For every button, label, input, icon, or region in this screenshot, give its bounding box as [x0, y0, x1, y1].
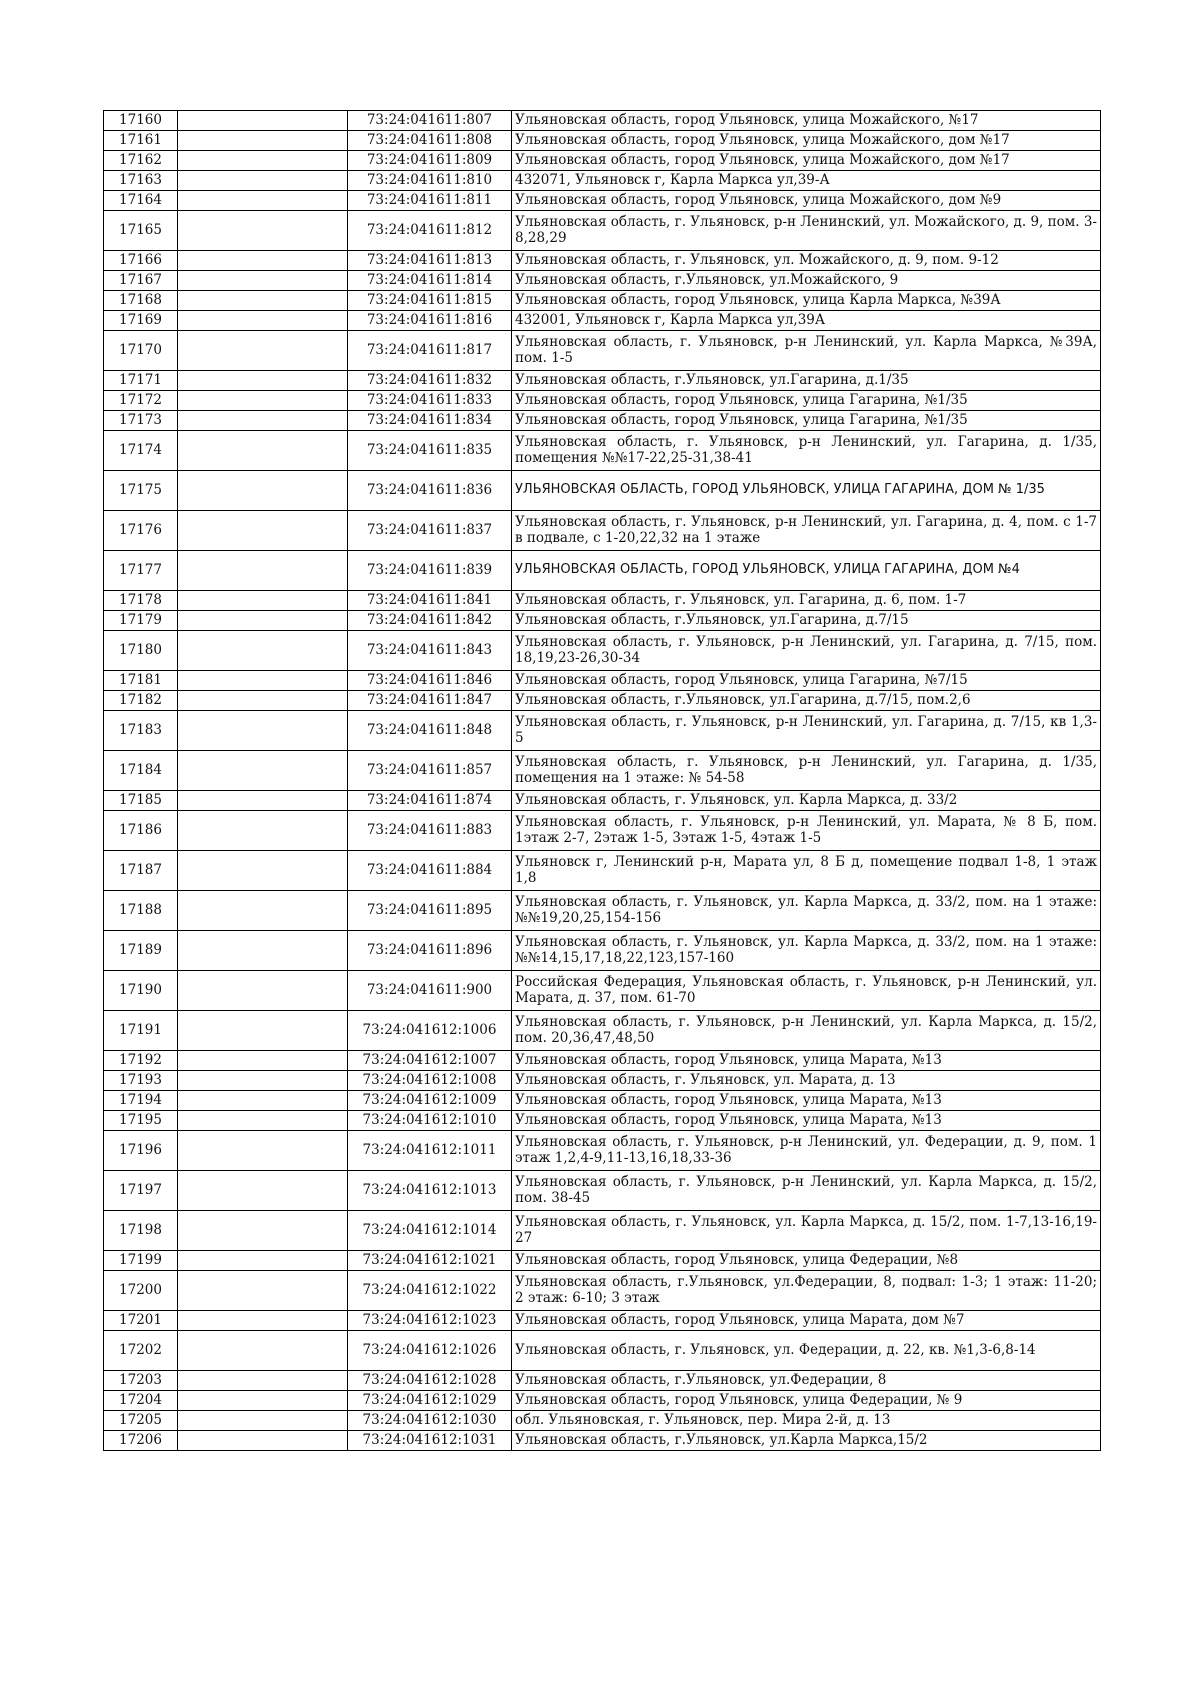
empty-cell	[178, 211, 348, 251]
empty-cell	[178, 511, 348, 551]
address-cell: Ульяновская область, город Ульяновск, улица Марата, №13	[512, 1111, 1101, 1131]
address-cell: Ульяновская область, город Ульяновск, улица Марата, №13	[512, 1091, 1101, 1111]
cadastral-number-cell: 73:24:041611:839	[348, 551, 512, 591]
address-cell: Ульяновская область, город Ульяновск, улица Марата, №13	[512, 1051, 1101, 1071]
address-cell: Ульяновская область, город Ульяновск, улица Можайского, дом №9	[512, 191, 1101, 211]
address-cell: Ульяновская область, город Ульяновск, улица Федерации, № 9	[512, 1391, 1101, 1411]
address-cell: Ульяновская область, город Ульяновск, улица Можайского, дом №17	[512, 131, 1101, 151]
row-number-cell: 17164	[104, 191, 178, 211]
cadastral-number-cell: 73:24:041611:874	[348, 791, 512, 811]
table-row	[104, 1111, 1101, 1131]
cadastral-number-cell: 73:24:041612:1014	[348, 1211, 512, 1251]
row-number-cell: 17161	[104, 131, 178, 151]
cadastral-number-cell: 73:24:041612:1010	[348, 1111, 512, 1131]
table-row	[104, 1211, 1101, 1251]
address-cell: Ульяновская область, город Ульяновск, улица Гагарина, №1/35	[512, 391, 1101, 411]
empty-cell	[178, 191, 348, 211]
row-number-cell: 17185	[104, 791, 178, 811]
address-cell: Ульяновск г, Ленинский р-н, Марата ул, 8 Б д, помещение подвал 1-8, 1 этаж 1,8	[512, 851, 1101, 891]
empty-cell	[178, 151, 348, 171]
empty-cell	[178, 271, 348, 291]
address-cell: Ульяновская область, г. Ульяновск, ул. Марата, д. 13	[512, 1071, 1101, 1091]
row-number-cell: 17165	[104, 211, 178, 251]
cadastral-number-cell: 73:24:041612:1013	[348, 1171, 512, 1211]
empty-cell	[178, 291, 348, 311]
empty-cell	[178, 791, 348, 811]
table-row	[104, 591, 1101, 611]
table-row	[104, 331, 1101, 371]
cadastral-number-cell: 73:24:041612:1007	[348, 1051, 512, 1071]
row-number-cell: 17199	[104, 1251, 178, 1271]
table-row	[104, 191, 1101, 211]
table-row	[104, 1371, 1101, 1391]
table-row	[104, 291, 1101, 311]
row-number-cell: 17177	[104, 551, 178, 591]
empty-cell	[178, 1211, 348, 1251]
empty-cell	[178, 811, 348, 851]
table-row	[104, 1271, 1101, 1311]
address-cell: Ульяновская область, г.Ульяновск, ул.Федерации, 8	[512, 1371, 1101, 1391]
row-number-cell: 17168	[104, 291, 178, 311]
address-cell: Ульяновская область, г.Ульяновск, ул.Федерации, 8, подвал: 1-3; 1 этаж: 11-20; 2 этаж: 6-10; 3 этаж	[512, 1271, 1101, 1311]
address-cell: Ульяновская область, г. Ульяновск, р-н Ленинский, ул. Карла Маркса, д. 15/2, пом. 38-45	[512, 1171, 1101, 1211]
cadastral-number-cell: 73:24:041611:835	[348, 431, 512, 471]
address-cell: Ульяновская область, г. Ульяновск, р-н Ленинский, ул. Гагарина, д. 7/15, кв 1,3-5	[512, 711, 1101, 751]
address-cell: Ульяновская область, город Ульяновск, улица Можайского, дом №17	[512, 151, 1101, 171]
address-cell: обл. Ульяновская, г. Ульяновск, пер. Мира 2-й, д. 13	[512, 1411, 1101, 1431]
table-row	[104, 891, 1101, 931]
empty-cell	[178, 551, 348, 591]
cadastral-number-cell: 73:24:041611:857	[348, 751, 512, 791]
cadastral-number-cell: 73:24:041611:884	[348, 851, 512, 891]
empty-cell	[178, 1431, 348, 1451]
empty-cell	[178, 751, 348, 791]
table-row	[104, 1091, 1101, 1111]
empty-cell	[178, 591, 348, 611]
empty-cell	[178, 251, 348, 271]
address-cell: Ульяновская область, г.Ульяновск, ул.Можайского, 9	[512, 271, 1101, 291]
address-cell: Ульяновская область, г. Ульяновск, р-н Ленинский, ул. Марата, № 8 Б, пом. 1этаж 2-7, 2этаж 1-5, 3этаж 1-5, 4этаж 1-5	[512, 811, 1101, 851]
table-row	[104, 511, 1101, 551]
cadastral-number-cell: 73:24:041611:837	[348, 511, 512, 551]
cadastral-number-cell: 73:24:041612:1021	[348, 1251, 512, 1271]
row-number-cell: 17205	[104, 1411, 178, 1431]
address-cell: Ульяновская область, г. Ульяновск, р-н Ленинский, ул. Гагарина, д. 1/35, помещения на 1 этаже: № 54-58	[512, 751, 1101, 791]
empty-cell	[178, 131, 348, 151]
cadastral-number-cell: 73:24:041611:809	[348, 151, 512, 171]
row-number-cell: 17195	[104, 1111, 178, 1131]
registry-table	[103, 110, 1101, 1451]
address-cell: Ульяновская область, г.Ульяновск, ул.Гагарина, д.7/15, пом.2,6	[512, 691, 1101, 711]
cadastral-number-cell: 73:24:041611:833	[348, 391, 512, 411]
row-number-cell: 17174	[104, 431, 178, 471]
row-number-cell: 17186	[104, 811, 178, 851]
cadastral-number-cell: 73:24:041611:883	[348, 811, 512, 851]
table-row	[104, 391, 1101, 411]
address-cell: 432071, Ульяновск г, Карла Маркса ул,39-А	[512, 171, 1101, 191]
table-row	[104, 851, 1101, 891]
table-row	[104, 131, 1101, 151]
empty-cell	[178, 1331, 348, 1371]
row-number-cell: 17203	[104, 1371, 178, 1391]
address-cell: Ульяновская область, г.Ульяновск, ул.Гагарина, д.1/35	[512, 371, 1101, 391]
address-cell: Ульяновская область, г. Ульяновск, ул. Карла Маркса, д. 33/2, пом. на 1 этаже: №№14,15,17,18,22,123,157-160	[512, 931, 1101, 971]
empty-cell	[178, 891, 348, 931]
row-number-cell: 17180	[104, 631, 178, 671]
row-number-cell: 17201	[104, 1311, 178, 1331]
address-cell: Ульяновская область, г. Ульяновск, ул. Гагарина, д. 6, пом. 1-7	[512, 591, 1101, 611]
table-row	[104, 1051, 1101, 1071]
empty-cell	[178, 1131, 348, 1171]
cadastral-number-cell: 73:24:041612:1030	[348, 1411, 512, 1431]
table-row	[104, 1251, 1101, 1271]
row-number-cell: 17172	[104, 391, 178, 411]
cadastral-number-cell: 73:24:041611:813	[348, 251, 512, 271]
cadastral-number-cell: 73:24:041611:814	[348, 271, 512, 291]
cadastral-number-cell: 73:24:041612:1026	[348, 1331, 512, 1371]
row-number-cell: 17182	[104, 691, 178, 711]
row-number-cell: 17176	[104, 511, 178, 551]
registry-table-body	[104, 111, 1101, 1451]
empty-cell	[178, 1171, 348, 1211]
row-number-cell: 17188	[104, 891, 178, 931]
row-number-cell: 17167	[104, 271, 178, 291]
table-row	[104, 1391, 1101, 1411]
cadastral-number-cell: 73:24:041611:812	[348, 211, 512, 251]
cadastral-number-cell: 73:24:041611:843	[348, 631, 512, 671]
row-number-cell: 17163	[104, 171, 178, 191]
address-cell: Ульяновская область, г. Ульяновск, р-н Ленинский, ул. Карла Маркса, д. 15/2, пом. 20,36,47,48,50	[512, 1011, 1101, 1051]
table-row	[104, 791, 1101, 811]
address-cell: Ульяновская область, г. Ульяновск, ул. Можайского, д. 9, пом. 9-12	[512, 251, 1101, 271]
empty-cell	[178, 671, 348, 691]
empty-cell	[178, 311, 348, 331]
address-cell: Ульяновская область, город Ульяновск, улица Гагарина, №1/35	[512, 411, 1101, 431]
empty-cell	[178, 111, 348, 131]
row-number-cell: 17192	[104, 1051, 178, 1071]
empty-cell	[178, 371, 348, 391]
table-row	[104, 371, 1101, 391]
empty-cell	[178, 631, 348, 671]
table-row	[104, 1311, 1101, 1331]
empty-cell	[178, 411, 348, 431]
address-cell: Ульяновская область, г. Ульяновск, р-н Ленинский, ул. Гагарина, д. 4, пом. с 1-7 в подвале, с 1-20,22,32 на 1 этаже	[512, 511, 1101, 551]
row-number-cell: 17190	[104, 971, 178, 1011]
table-row	[104, 631, 1101, 671]
empty-cell	[178, 1271, 348, 1311]
cadastral-number-cell: 73:24:041611:832	[348, 371, 512, 391]
table-row	[104, 431, 1101, 471]
table-row	[104, 1071, 1101, 1091]
empty-cell	[178, 171, 348, 191]
cadastral-number-cell: 73:24:041611:836	[348, 471, 512, 511]
table-row	[104, 611, 1101, 631]
address-cell: 432001, Ульяновск г, Карла Маркса ул,39А	[512, 311, 1101, 331]
empty-cell	[178, 1391, 348, 1411]
row-number-cell: 17170	[104, 331, 178, 371]
cadastral-number-cell: 73:24:041612:1029	[348, 1391, 512, 1411]
empty-cell	[178, 611, 348, 631]
table-row	[104, 711, 1101, 751]
empty-cell	[178, 331, 348, 371]
cadastral-number-cell: 73:24:041612:1022	[348, 1271, 512, 1311]
address-cell: Ульяновская область, г. Ульяновск, ул. Карла Маркса, д. 15/2, пом. 1-7,13-16,19-27	[512, 1211, 1101, 1251]
empty-cell	[178, 1091, 348, 1111]
table-row	[104, 1431, 1101, 1451]
cadastral-number-cell: 73:24:041612:1023	[348, 1311, 512, 1331]
address-cell: Ульяновская область, г. Ульяновск, р-н Ленинский, ул. Карла Маркса, №39А, пом. 1-5	[512, 331, 1101, 371]
row-number-cell: 17193	[104, 1071, 178, 1091]
row-number-cell: 17183	[104, 711, 178, 751]
table-row	[104, 151, 1101, 171]
row-number-cell: 17184	[104, 751, 178, 791]
address-cell: Российская Федерация, Ульяновская область, г. Ульяновск, р-н Ленинский, ул. Марата, д. 37, пом. 61-70	[512, 971, 1101, 1011]
row-number-cell: 17194	[104, 1091, 178, 1111]
empty-cell	[178, 1251, 348, 1271]
row-number-cell: 17173	[104, 411, 178, 431]
table-row	[104, 671, 1101, 691]
row-number-cell: 17189	[104, 931, 178, 971]
cadastral-number-cell: 73:24:041612:1009	[348, 1091, 512, 1111]
cadastral-number-cell: 73:24:041612:1006	[348, 1011, 512, 1051]
empty-cell	[178, 1011, 348, 1051]
address-cell: Ульяновская область, город Ульяновск, улица Гагарина, №7/15	[512, 671, 1101, 691]
empty-cell	[178, 1411, 348, 1431]
empty-cell	[178, 1051, 348, 1071]
cadastral-number-cell: 73:24:041611:847	[348, 691, 512, 711]
empty-cell	[178, 971, 348, 1011]
row-number-cell: 17166	[104, 251, 178, 271]
table-row	[104, 1171, 1101, 1211]
address-cell: Ульяновская область, г. Ульяновск, р-н Ленинский, ул. Гагарина, д. 7/15, пом. 18,19,23-26,30-34	[512, 631, 1101, 671]
empty-cell	[178, 1311, 348, 1331]
cadastral-number-cell: 73:24:041612:1031	[348, 1431, 512, 1451]
table-row	[104, 211, 1101, 251]
row-number-cell: 17187	[104, 851, 178, 891]
empty-cell	[178, 1371, 348, 1391]
table-row	[104, 411, 1101, 431]
address-cell: УЛЬЯНОВСКАЯ ОБЛАСТЬ, ГОРОД УЛЬЯНОВСК, УЛИЦА ГАГАРИНА, ДОМ № 1/35	[512, 471, 1101, 511]
address-cell: Ульяновская область, город Ульяновск, улица Карла Маркса, №39А	[512, 291, 1101, 311]
row-number-cell: 17169	[104, 311, 178, 331]
cadastral-number-cell: 73:24:041611:895	[348, 891, 512, 931]
cadastral-number-cell: 73:24:041612:1028	[348, 1371, 512, 1391]
empty-cell	[178, 1111, 348, 1131]
cadastral-number-cell: 73:24:041611:810	[348, 171, 512, 191]
row-number-cell: 17196	[104, 1131, 178, 1171]
empty-cell	[178, 851, 348, 891]
table-row	[104, 1411, 1101, 1431]
table-row	[104, 251, 1101, 271]
empty-cell	[178, 931, 348, 971]
table-row	[104, 691, 1101, 711]
row-number-cell: 17181	[104, 671, 178, 691]
table-row	[104, 1331, 1101, 1371]
empty-cell	[178, 1071, 348, 1091]
cadastral-number-cell: 73:24:041612:1011	[348, 1131, 512, 1171]
row-number-cell: 17162	[104, 151, 178, 171]
address-cell: Ульяновская область, г. Ульяновск, ул. Федерации, д. 22, кв. №1,3-6,8-14	[512, 1331, 1101, 1371]
row-number-cell: 17178	[104, 591, 178, 611]
row-number-cell: 17204	[104, 1391, 178, 1411]
row-number-cell: 17179	[104, 611, 178, 631]
cadastral-number-cell: 73:24:041611:816	[348, 311, 512, 331]
table-row	[104, 751, 1101, 791]
table-row	[104, 811, 1101, 851]
table-row	[104, 971, 1101, 1011]
table-row	[104, 271, 1101, 291]
address-cell: Ульяновская область, г. Ульяновск, ул. Карла Маркса, д. 33/2, пом. на 1 этаже: №№19,20,25,154-156	[512, 891, 1101, 931]
cadastral-number-cell: 73:24:041612:1008	[348, 1071, 512, 1091]
address-cell: Ульяновская область, г.Ульяновск, ул.Гагарина, д.7/15	[512, 611, 1101, 631]
address-cell: УЛЬЯНОВСКАЯ ОБЛАСТЬ, ГОРОД УЛЬЯНОВСК, УЛИЦА ГАГАРИНА, ДОМ №4	[512, 551, 1101, 591]
table-row	[104, 931, 1101, 971]
row-number-cell: 17206	[104, 1431, 178, 1451]
row-number-cell: 17175	[104, 471, 178, 511]
address-cell: Ульяновская область, город Ульяновск, улица Можайского, №17	[512, 111, 1101, 131]
cadastral-number-cell: 73:24:041611:807	[348, 111, 512, 131]
empty-cell	[178, 471, 348, 511]
address-cell: Ульяновская область, г. Ульяновск, р-н Ленинский, ул. Федерации, д. 9, пом. 1 этаж 1,2,4-9,11-13,16,18,33-36	[512, 1131, 1101, 1171]
cadastral-number-cell: 73:24:041611:817	[348, 331, 512, 371]
row-number-cell: 17160	[104, 111, 178, 131]
table-row	[104, 111, 1101, 131]
table-row	[104, 551, 1101, 591]
row-number-cell: 17202	[104, 1331, 178, 1371]
cadastral-number-cell: 73:24:041611:846	[348, 671, 512, 691]
row-number-cell: 17198	[104, 1211, 178, 1251]
empty-cell	[178, 391, 348, 411]
empty-cell	[178, 691, 348, 711]
address-cell: Ульяновская область, город Ульяновск, улица Марата, дом №7	[512, 1311, 1101, 1331]
empty-cell	[178, 711, 348, 751]
row-number-cell: 17191	[104, 1011, 178, 1051]
address-cell: Ульяновская область, г. Ульяновск, ул. Карла Маркса, д. 33/2	[512, 791, 1101, 811]
row-number-cell: 17200	[104, 1271, 178, 1311]
cadastral-number-cell: 73:24:041611:900	[348, 971, 512, 1011]
table-row	[104, 311, 1101, 331]
address-cell: Ульяновская область, г.Ульяновск, ул.Карла Маркса,15/2	[512, 1431, 1101, 1451]
cadastral-number-cell: 73:24:041611:808	[348, 131, 512, 151]
address-cell: Ульяновская область, город Ульяновск, улица Федерации, №8	[512, 1251, 1101, 1271]
table-row	[104, 1011, 1101, 1051]
table-row	[104, 171, 1101, 191]
cadastral-number-cell: 73:24:041611:811	[348, 191, 512, 211]
empty-cell	[178, 431, 348, 471]
row-number-cell: 17197	[104, 1171, 178, 1211]
cadastral-number-cell: 73:24:041611:896	[348, 931, 512, 971]
cadastral-number-cell: 73:24:041611:848	[348, 711, 512, 751]
address-cell: Ульяновская область, г. Ульяновск, р-н Ленинский, ул. Можайского, д. 9, пом. 3-8,28,29	[512, 211, 1101, 251]
address-cell: Ульяновская область, г. Ульяновск, р-н Ленинский, ул. Гагарина, д. 1/35, помещения №№17-22,25-31,38-41	[512, 431, 1101, 471]
cadastral-number-cell: 73:24:041611:834	[348, 411, 512, 431]
row-number-cell: 17171	[104, 371, 178, 391]
cadastral-number-cell: 73:24:041611:842	[348, 611, 512, 631]
cadastral-number-cell: 73:24:041611:815	[348, 291, 512, 311]
table-row	[104, 471, 1101, 511]
table-row	[104, 1131, 1101, 1171]
cadastral-number-cell: 73:24:041611:841	[348, 591, 512, 611]
